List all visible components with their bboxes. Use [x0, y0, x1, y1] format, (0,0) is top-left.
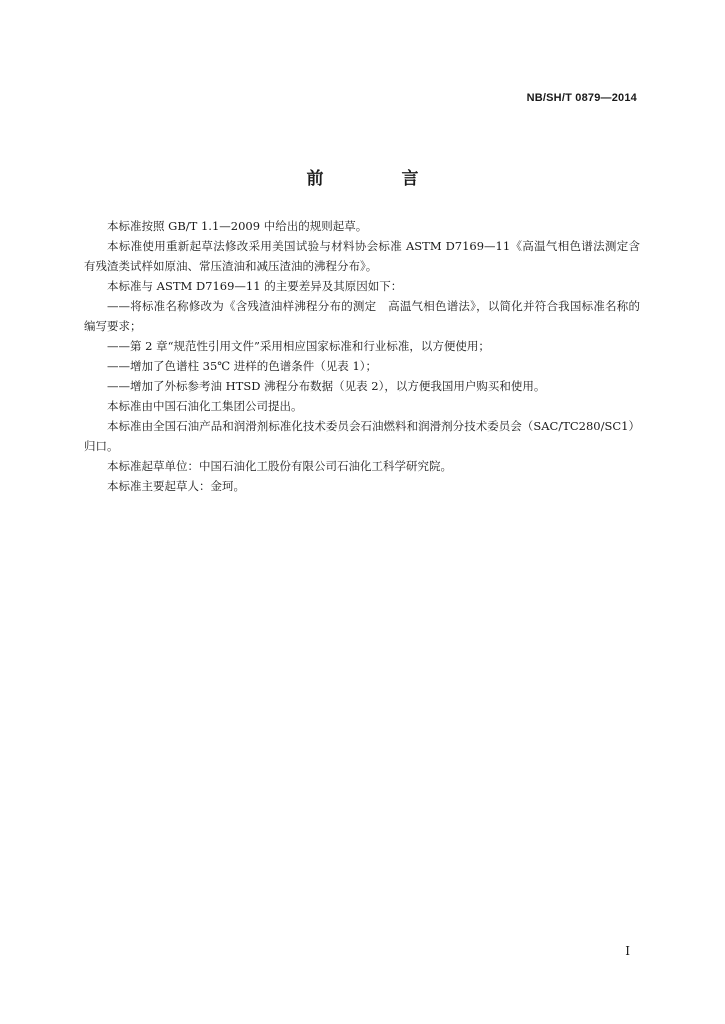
paragraph: 本标准由全国石油产品和润滑剂标准化技术委员会石油燃料和润滑剂分技术委员会（SAC/TC280/SC1）归口。 — [84, 419, 640, 453]
page-number: I — [625, 944, 630, 958]
paragraph: 本标准由中国石油化工集团公司提出。 — [107, 399, 303, 413]
paragraph: ——增加了外标参考油 HTSD 沸程分布数据（见表 2），以方便我国用户购买和使用。 — [107, 379, 546, 393]
paragraph: ——第 2 章“规范性引用文件”采用相应国家标准和行业标准，以方便使用； — [107, 339, 490, 353]
paragraph: 本标准使用重新起草法修改采用美国试验与材料协会标准 ASTM D7169—11《高温气相色谱法测定含有残渣类试样如原油、常压渣油和减压渣油的沸程分布》。 — [84, 239, 640, 273]
paragraph: 本标准按照 GB/T 1.1—2009 中给出的规则起草。 — [107, 219, 368, 233]
paragraph: ——增加了色谱柱 35℃ 进样的色谱条件（见表 1）； — [107, 359, 378, 373]
paragraph: 本标准与 ASTM D7169—11 的主要差异及其原因如下： — [107, 279, 403, 293]
page-title: 前 言 — [306, 169, 455, 189]
paragraph: 本标准主要起草人：金珂。 — [107, 479, 245, 493]
paragraph: 本标准起草单位：中国石油化工股份有限公司石油化工科学研究院。 — [107, 459, 452, 473]
paragraph: ——将标准名称修改为《含残渣油样沸程分布的测定 高温气相色谱法》，以简化并符合我国标准名称的编写要求； — [84, 299, 640, 333]
standard-code: NB/SH/T 0879—2014 — [526, 92, 637, 104]
preface-body — [84, 216, 640, 496]
